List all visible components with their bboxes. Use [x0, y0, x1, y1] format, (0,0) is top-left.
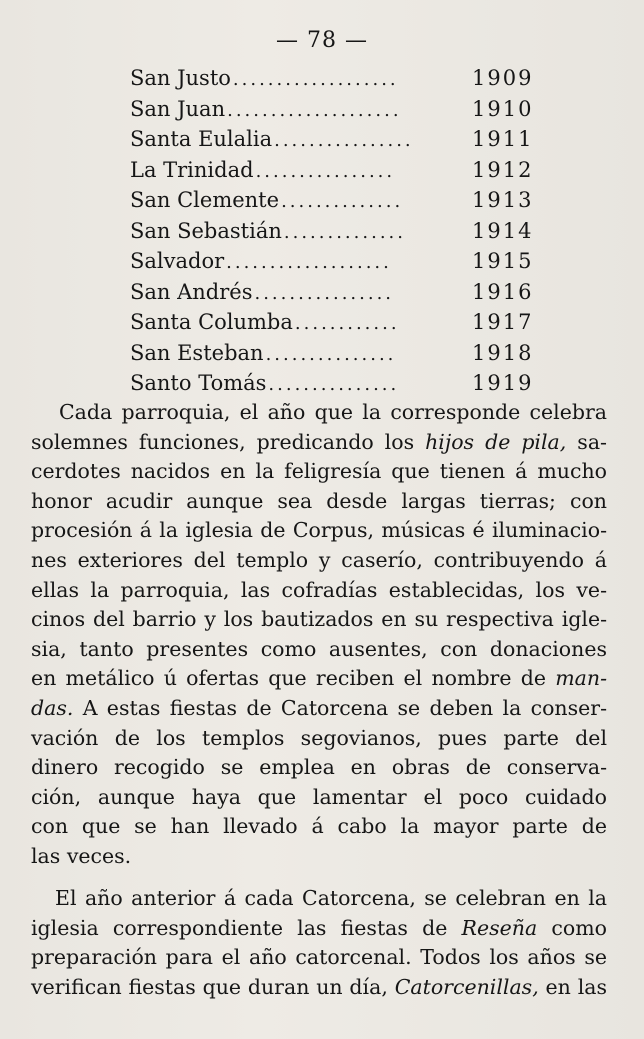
text-run: solemnes funciones, predicando los [31, 429, 415, 454]
parish-year-list [130, 66, 534, 402]
parish-name: Santa Eulalia [130, 127, 273, 151]
list-item [130, 127, 534, 158]
parish-year: 1914 [472, 218, 534, 243]
leader-dots: .................... [227, 99, 402, 121]
parish-name: San Justo [130, 66, 231, 90]
parish-year: 1919 [472, 371, 534, 395]
text-line: las veces. [31, 843, 132, 868]
text-line: cinos del barrio y los bautizados en su respectiva igle- [31, 607, 607, 632]
leader-dots: ................... [226, 252, 392, 273]
italic-term: hijos de pila, [425, 429, 567, 454]
text-line: nes exteriores del templo y caserío, contribuyendo á [31, 547, 607, 572]
parish-name: San Esteban [130, 340, 264, 365]
text-run: sa- [577, 429, 607, 454]
italic-term: man- [555, 666, 607, 691]
list-item [130, 66, 534, 97]
leader-dots: .............. [281, 191, 404, 212]
leader-dots: ............ [294, 313, 400, 334]
list-item [130, 340, 534, 372]
paragraph-resena [31, 884, 607, 1002]
text-run: iglesia correspondiente las fiestas de [31, 915, 448, 940]
text-line: preparación para el año catorcenal. Todos los años se [31, 945, 607, 970]
text-run: en metálico ú ofertas que reciben el nombre de [31, 666, 546, 691]
parish-name: Santa Columba [130, 310, 293, 334]
parish-name: San Juan [130, 96, 226, 121]
parish-year: 1911 [472, 127, 534, 151]
text-run: en las [545, 974, 607, 999]
parish-name: San Sebastián [130, 218, 282, 243]
leader-dots: ................ [274, 130, 414, 151]
parish-name: San Clemente [130, 188, 280, 212]
parish-year: 1917 [472, 310, 534, 334]
page-number: — 78 — [276, 28, 368, 53]
text-line [31, 973, 607, 1003]
text-line: Cada parroquia, el año que la corresponde celebra [59, 400, 607, 424]
text-line: El año anterior á cada Catorcena, se celebran en la [55, 886, 607, 910]
parish-name: Santo Tomás [130, 371, 267, 395]
parish-year: 1913 [472, 188, 534, 212]
italic-term: Catorcenillas, [394, 974, 539, 999]
text-line: ellas la parroquia, las cofradías establecidas, los ve- [31, 577, 607, 602]
list-item [130, 157, 534, 189]
text-run: como [551, 915, 607, 940]
leader-dots: ............... [265, 343, 397, 365]
parish-name: San Andrés [130, 279, 253, 304]
text-line [31, 694, 607, 724]
italic-term: Reseña [461, 915, 538, 940]
list-item [130, 279, 534, 311]
parish-name: Salvador [130, 249, 225, 273]
text-line: dinero recogido se emplea en obras de conserva- [31, 755, 607, 780]
text-line: procesión á la iglesia de Corpus, músicas é iluminacio- [31, 518, 607, 543]
text-line [31, 664, 607, 694]
list-item [130, 249, 534, 280]
leader-dots: .............. [283, 221, 406, 243]
text-run: A estas fiestas de Catorcena se deben la conser- [82, 695, 607, 720]
parish-year: 1918 [472, 340, 534, 365]
text-line: cerdotes nacidos en la feligresía que tienen á mucho [31, 459, 607, 484]
text-line: ción, aunque haya que lamentar el poco cuidado [31, 784, 607, 809]
text-line [31, 914, 607, 944]
paragraph-catorcena [31, 398, 607, 872]
text-line: con que se han llevado á cabo la mayor parte de [31, 814, 607, 839]
parish-year: 1912 [472, 157, 534, 182]
text-line [31, 428, 607, 458]
parish-name: La Trinidad [130, 157, 254, 182]
list-item [130, 96, 534, 128]
leader-dots: ................ [255, 160, 396, 182]
text-line: sia, tanto presentes como ausentes, con donaciones [31, 636, 607, 661]
italic-term: das. [31, 695, 74, 720]
list-item [130, 371, 534, 402]
parish-year: 1915 [472, 249, 534, 273]
text-line: honor acudir aunque sea desde largas tierras; con [31, 488, 607, 513]
leader-dots: ................... [232, 69, 399, 90]
leader-dots: ................ [254, 282, 395, 304]
text-line: vación de los templos segovianos, pues parte del [31, 725, 607, 750]
parish-year: 1910 [472, 96, 534, 121]
leader-dots: ............... [268, 374, 400, 395]
list-item [130, 310, 534, 341]
list-item [130, 188, 534, 219]
list-item [130, 218, 534, 250]
parish-year: 1909 [472, 66, 534, 90]
parish-year: 1916 [472, 279, 534, 304]
text-run: verifican fiestas que duran un día, [31, 974, 388, 999]
